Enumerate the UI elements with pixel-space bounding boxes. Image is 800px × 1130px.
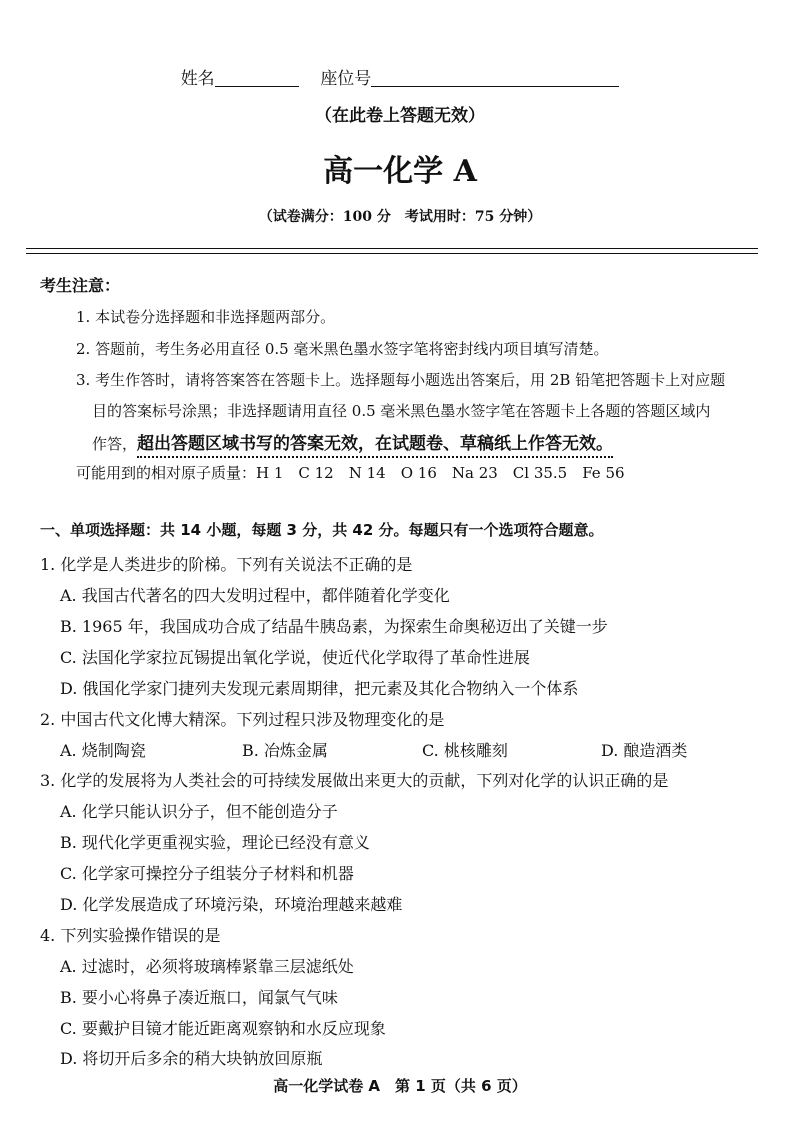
exam-title: 高一化学 A [323,154,477,189]
exam-subtitle: （试卷满分：100 分 考试用时：75 分钟） [258,209,542,225]
question-2-option-a: A. 烧制陶瓷 [60,741,146,760]
invalid-answer-notice: （在此卷上答题无效） [315,106,485,126]
question-3-option-d: D. 化学发展造成了环境污染，环境治理越来越难 [60,895,403,914]
question-4-option-d: D. 将切开后多余的稍大块钠放回原瓶 [60,1049,323,1068]
divider-top [26,248,758,249]
page-footer: 高一化学试卷 A 第 1 页（共 6 页） [273,1077,527,1095]
question-1-option-d: D. 俄国化学家门捷列夫发现元素周期律，把元素及其化合物纳入一个体系 [60,679,579,698]
question-1-option-b: B. 1965 年，我国成功合成了结晶牛胰岛素，为探索生命奥秘迈出了关键一步 [60,617,608,636]
question-1-stem: 1. 化学是人类进步的阶梯。下列有关说法不正确的是 [40,555,413,574]
divider-bottom [26,253,758,254]
note-item-3c [92,429,613,454]
seat-blank[interactable] [371,70,619,87]
question-1-option-c: C. 法国化学家拉瓦锡提出氧化学说，使近代化学取得了革命性进展 [60,648,530,667]
question-4-stem: 4. 下列实验操作错误的是 [40,926,221,945]
question-4-option-b: B. 要小心将鼻子凑近瓶口，闻氯气气味 [60,988,338,1007]
question-3-stem: 3. 化学的发展将为人类社会的可持续发展做出来更大的贡献，下列对化学的认识正确的是 [40,771,669,790]
name-label: 姓名 [180,69,215,89]
name-blank[interactable] [215,70,299,87]
question-2-option-d: D. 酿造酒类 [601,741,688,760]
note-item-3a: 3. 考生作答时，请将答案答在答题卡上。选择题每小题选出答案后，用 2B 铅笔把答题卡上对应题 [76,371,726,389]
question-3-option-b: B. 现代化学更重视实验，理论已经没有意义 [60,833,370,852]
seat-label: 座位号 [320,69,372,89]
note-item-1: 1. 本试卷分选择题和非选择题两部分。 [76,308,336,326]
note-item-2: 2. 答题前，考生务必用直径 0.5 毫米黑色墨水签字笔将密封线内项目填写清楚。 [76,340,609,358]
note-item-3b: 目的答案标号涂黑；非选择题请用直径 0.5 毫米黑色墨水签字笔在答题卡上各题的答题区域内 [92,402,711,420]
question-3-option-c: C. 化学家可操控分子组装分子材料和机器 [60,864,354,883]
question-3-option-a: A. 化学只能认识分子，但不能创造分子 [60,802,338,821]
name-seat-line [0,64,800,89]
atomic-masses: 可能用到的相对原子质量：H 1 C 12 N 14 O 16 Na 23 Cl 35.5 Fe 56 [76,464,625,482]
question-4-option-c: C. 要戴护目镜才能近距离观察钠和水反应现象 [60,1019,386,1038]
section-heading: 一、单项选择题：共 14 小题，每题 3 分，共 42 分。每题只有一个选项符合题意。 [40,521,604,539]
question-4-option-a: A. 过滤时，必须将玻璃棒紧靠三层滤纸处 [60,957,354,976]
notes-heading: 考生注意： [40,276,121,295]
question-2-option-c: C. 桃核雕刻 [422,741,508,760]
note-item-3c-emphasis: 超出答题区域书写的答案无效，在试题卷、草稿纸上作答无效。 [137,434,613,458]
question-2-stem: 2. 中国古代文化博大精深。下列过程只涉及物理变化的是 [40,710,445,729]
note-item-3c-prefix: 作答， [92,435,138,453]
question-2-option-b: B. 冶炼金属 [242,741,328,760]
question-1-option-a: A. 我国古代著名的四大发明过程中，都伴随着化学变化 [60,586,450,605]
